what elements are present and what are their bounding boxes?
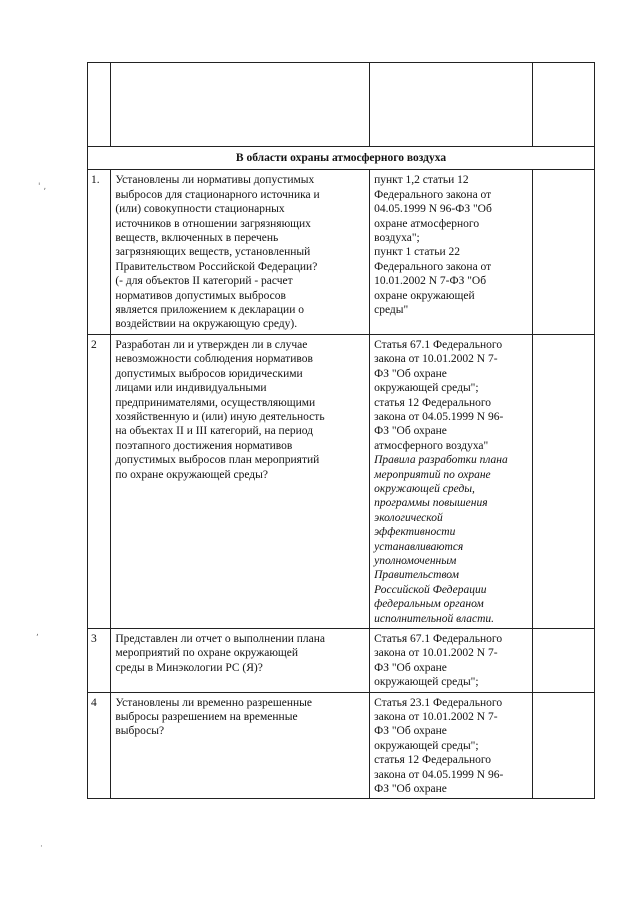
table-row <box>88 334 595 628</box>
question-line: Установлены ли временно разрешенные <box>115 696 312 709</box>
reference-line: закона от 10.01.2002 N 7- <box>374 647 498 660</box>
reference-line: Статья 23.1 Федерального <box>374 696 503 709</box>
reference-line: 10.01.2002 N 7-ФЗ "Об <box>374 275 487 288</box>
question-line: мероприятий по охране окружающей <box>115 647 299 660</box>
reference-note-line: экологической <box>374 511 443 524</box>
reference-note-line: федеральным органом <box>374 598 484 611</box>
reference-line: окружающей среды"; <box>374 382 479 395</box>
question-line: допустимых выбросов юридическими <box>115 367 303 380</box>
empty-header-row <box>88 63 595 147</box>
reference-note-line: уполномоченным <box>374 554 457 567</box>
reference-line: атмосферного воздуха" <box>374 439 489 452</box>
reference-line: Федерального закона от <box>374 188 492 201</box>
question-line: выбросы разрешением на временные <box>115 711 298 724</box>
question-line: предпринимателями, осуществляющими <box>115 396 316 409</box>
table-row <box>88 170 595 334</box>
question-line: по охране окружающей среды? <box>115 468 268 481</box>
question-line: веществ, включенных в перечень <box>115 232 279 245</box>
question-line: нормативов допустимых выбросов <box>115 289 286 302</box>
table-row <box>88 629 595 693</box>
question-line: источников в отношении загрязняющих <box>115 217 311 230</box>
question-line: (- для объектов II категорий - расчет <box>115 275 293 288</box>
question-line: Представлен ли отчет о выполнении плана <box>115 633 326 645</box>
reference-line: закона от 04.05.1999 N 96- <box>374 768 504 781</box>
reference-note-line: Правительством <box>374 569 459 582</box>
question-line: выбросы? <box>115 725 165 738</box>
reference-line: ФЗ "Об охране <box>374 783 447 796</box>
reference-line: ФЗ "Об охране <box>374 367 447 380</box>
legal-reference-cell <box>370 334 533 628</box>
reference-line: охране окружающей <box>374 289 475 302</box>
row-number: 2 <box>88 334 111 628</box>
question-line: невозможности соблюдения нормативов <box>115 353 313 366</box>
question-line: Разработан ли и утвержден ли в случае <box>115 338 308 351</box>
question-line: хозяйственную и (или) иную деятельность <box>115 410 325 423</box>
reference-line: статья 12 Федерального <box>374 754 492 767</box>
reference-line: ФЗ "Об охране <box>374 725 447 738</box>
reference-note-line: Российской Федерации <box>374 583 487 596</box>
scan-mark: ' , <box>38 182 47 192</box>
legal-reference-cell <box>370 692 533 799</box>
row-number: 1. <box>88 170 111 334</box>
reference-line: закона от 04.05.1999 N 96- <box>374 410 504 423</box>
reference-note-line: устанавливаются <box>374 540 464 553</box>
reference-line: Статья 67.1 Федерального <box>374 633 503 645</box>
question-line: Правительством Российской Федерации? <box>115 260 318 273</box>
checklist-table <box>87 62 595 799</box>
section-title: В области охраны атмосферного воздуха <box>88 147 595 170</box>
question-line: воздействии на окружающую среду). <box>115 318 298 331</box>
question-line: выбросов для стационарного источника и <box>115 188 320 201</box>
reference-line: среды" <box>374 304 409 317</box>
empty-cell <box>533 63 595 147</box>
question-line: на объектах II и III категорий, на период <box>115 425 313 438</box>
empty-cell <box>111 63 370 147</box>
reference-line: закона от 10.01.2002 N 7- <box>374 353 498 366</box>
reference-line: окружающей среды"; <box>374 676 479 689</box>
legal-reference-cell <box>370 629 533 693</box>
question-line: является приложением к декларации о <box>115 304 304 317</box>
reference-line: воздуха"; <box>374 232 420 245</box>
notes-cell <box>533 629 595 693</box>
reference-line: закона от 10.01.2002 N 7- <box>374 711 498 724</box>
question-cell <box>111 692 370 799</box>
reference-line: пункт 1 статьи 22 <box>374 246 461 259</box>
question-line: поэтапного достижения нормативов <box>115 439 293 452</box>
reference-note-line: Правила разработки плана <box>374 454 508 467</box>
reference-line: пункт 1,2 статьи 12 <box>374 174 469 187</box>
question-cell <box>111 629 370 693</box>
reference-line: статья 12 Федерального <box>374 396 492 409</box>
reference-line: охране атмосферного <box>374 217 480 230</box>
reference-line: Статья 67.1 Федерального <box>374 338 503 351</box>
question-line: загрязняющих веществ, установленный <box>115 246 311 259</box>
notes-cell <box>533 692 595 799</box>
question-line: лицами или индивидуальными <box>115 382 267 395</box>
question-line: допустимых выбросов план мероприятий <box>115 454 320 467</box>
question-line: среды в Минэкологии РС (Я)? <box>115 661 263 674</box>
scan-mark: · <box>40 842 43 852</box>
empty-cell <box>88 63 111 147</box>
question-cell <box>111 334 370 628</box>
legal-reference-cell <box>370 170 533 334</box>
row-number: 3 <box>88 629 111 693</box>
table-row <box>88 692 595 799</box>
question-line: Установлены ли нормативы допустимых <box>115 174 315 187</box>
reference-line: ФЗ "Об охране <box>374 661 447 674</box>
section-heading-row <box>88 147 595 170</box>
row-number: 4 <box>88 692 111 799</box>
question-cell <box>111 170 370 334</box>
reference-line: ФЗ "Об охране <box>374 425 447 438</box>
reference-line: окружающей среды"; <box>374 739 479 752</box>
scan-mark: , <box>36 628 39 638</box>
notes-cell <box>533 334 595 628</box>
reference-note-line: эффективности <box>374 526 456 539</box>
reference-note-line: мероприятий по охране <box>374 468 491 481</box>
reference-line: Федерального закона от <box>374 260 492 273</box>
reference-note-line: программы повышения <box>374 497 488 510</box>
empty-cell <box>370 63 533 147</box>
reference-note-line: окружающей среды, <box>374 482 475 495</box>
notes-cell <box>533 170 595 334</box>
reference-line: 04.05.1999 N 96-ФЗ "Об <box>374 203 492 216</box>
reference-note-line: исполнительной власти. <box>374 612 495 625</box>
question-line: (или) совокупности стационарных <box>115 203 285 216</box>
